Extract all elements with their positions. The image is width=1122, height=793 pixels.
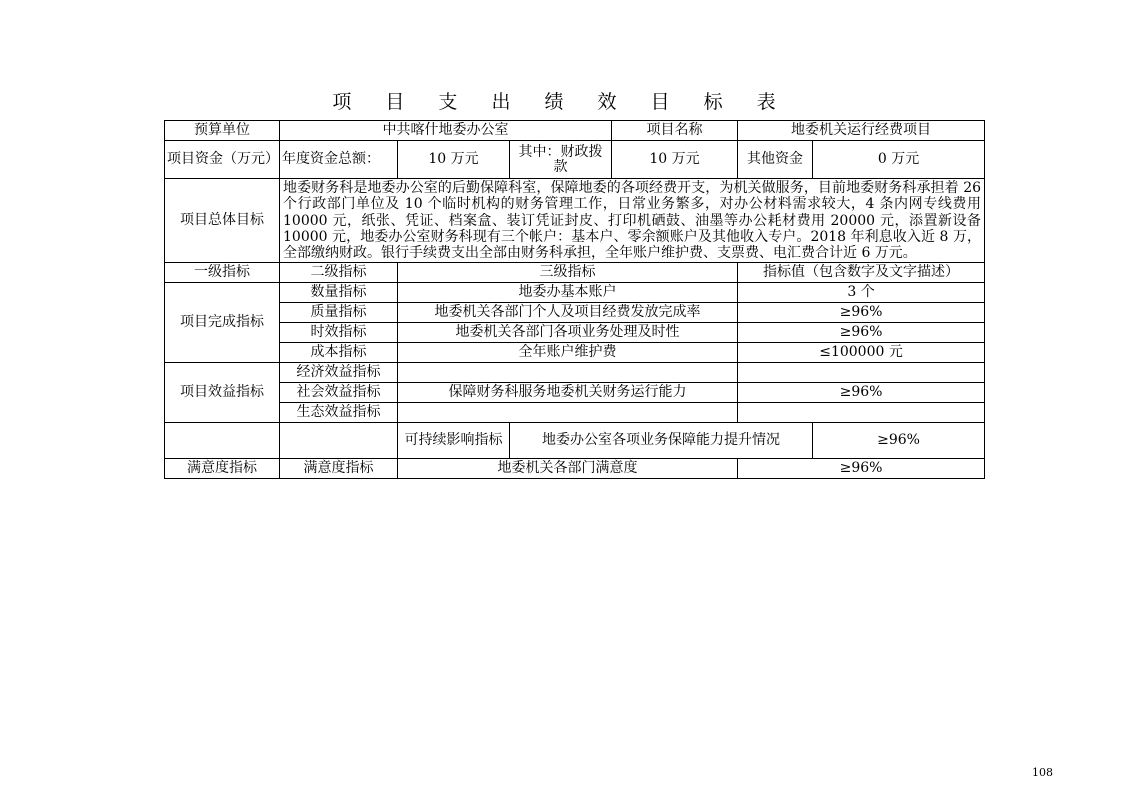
satisfaction-label: 满意度指标 [165,459,280,479]
benefit-value [738,403,985,423]
header-level3: 三级指标 [398,263,738,283]
benefit-l2: 生态效益指标 [280,403,398,423]
overall-goal-label: 项目总体目标 [165,179,280,263]
benefit-l2: 社会效益指标 [280,383,398,403]
table-row [165,363,985,383]
completion-l2: 时效指标 [280,323,398,343]
other-funds-label: 其他资金 [738,141,813,179]
completion-l3: 地委机关各部门各项业务处理及时性 [398,323,738,343]
table-row [165,263,985,283]
benefit-label: 项目效益指标 [165,363,280,423]
benefit-l2: 经济效益指标 [280,363,398,383]
benefit-l3: 保障财务科服务地委机关财务运行能力 [398,383,738,403]
table-row [165,323,985,343]
completion-value: ≥96% [738,303,985,323]
funds-label: 项目资金（万元） [165,141,280,179]
completion-l3: 地委机关各部门个人及项目经费发放完成率 [398,303,738,323]
completion-l2: 成本指标 [280,343,398,363]
project-value: 地委机关运行经费项目 [738,121,985,141]
performance-target-table [164,120,985,479]
benefit-l3 [398,403,738,423]
sustain-empty-cell [165,423,280,459]
fiscal-funds-value: 10 万元 [612,141,738,179]
fiscal-funds-label: 其中：财政拨款 [510,141,612,179]
completion-value: ≤100000 元 [738,343,985,363]
satisfaction-l2: 满意度指标 [280,459,398,479]
header-value: 指标值（包含数字及文字描述） [738,263,985,283]
unit-label: 预算单位 [165,121,280,141]
table-row [165,383,985,403]
overall-goal-text: 地委财务科是地委办公室的后勤保障科室，保障地委的各项经费开支，为机关做服务，目前地委财务科承担着 26 个行政部门单位及 10 个临时机构的财务管理工作，日常业务繁多，对办公材料需求较大，4 条内网专线费用 10000 元，纸张、凭证、档案盒、装订凭证封皮、打印机硒鼓、油墨等办公耗材费用 20000 元，添置新设备 10000 元，地委办公室财务科现有三个帐户：基本户、零余额账户及其他收入专户。2018 年利息收入近 8 万，全部缴纳财政。银行手续费支出全部由财务科承担，全年账户维护费、支票费、电汇费合计近 6 万元。 [280,179,985,263]
sustain-l2: 可持续影响指标 [398,423,510,459]
table-row [165,403,985,423]
completion-value: 3 个 [738,283,985,303]
completion-value: ≥96% [738,323,985,343]
total-funds-value: 10 万元 [398,141,510,179]
header-level2: 二级指标 [280,263,398,283]
benefit-value [738,363,985,383]
completion-l3: 全年账户维护费 [398,343,738,363]
satisfaction-value: ≥96% [738,459,985,479]
table-row [165,121,985,141]
table-row [165,423,985,459]
table-row [165,303,985,323]
benefit-value: ≥96% [738,383,985,403]
table-row [165,179,985,263]
page-title: 项 目 支 出 绩 效 目 标 表 [332,91,790,113]
total-funds-label: 年度资金总额： [280,141,398,179]
table-row [165,141,985,179]
table-row [165,459,985,479]
completion-l2: 数量指标 [280,283,398,303]
benefit-l3 [398,363,738,383]
sustain-l3: 地委办公室各项业务保障能力提升情况 [510,423,813,459]
completion-label: 项目完成指标 [165,283,280,363]
project-label: 项目名称 [612,121,738,141]
table-row [165,283,985,303]
other-funds-value: 0 万元 [813,141,985,179]
satisfaction-l3: 地委机关各部门满意度 [398,459,738,479]
unit-value: 中共喀什地委办公室 [280,121,612,141]
table-row [165,343,985,363]
page-number: 108 [1032,766,1053,779]
sustain-value: ≥96% [813,423,985,459]
header-level1: 一级指标 [165,263,280,283]
completion-l2: 质量指标 [280,303,398,323]
completion-l3: 地委办基本账户 [398,283,738,303]
sustain-spacer-cell [280,423,398,459]
